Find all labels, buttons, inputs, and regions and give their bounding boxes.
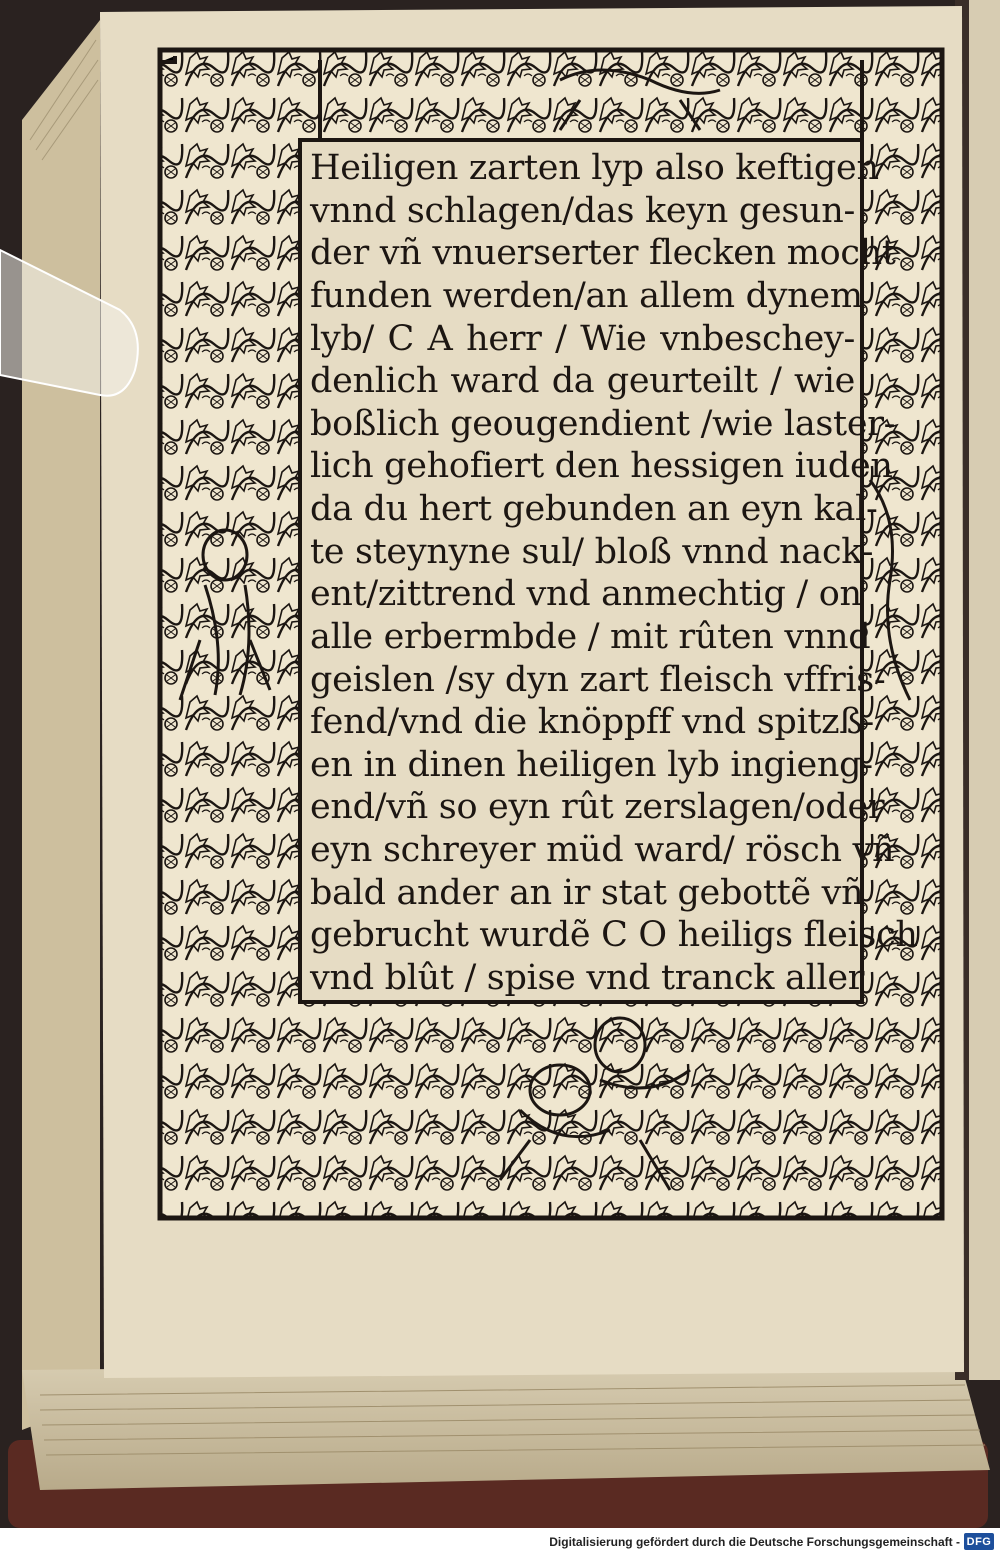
bottom-page-stack xyxy=(22,1360,990,1490)
text-line: geislen /sy dyn zart fleisch vffris- xyxy=(310,659,886,700)
text-line: gebrucht wurdẽ C O heiligs fleisch xyxy=(310,915,918,956)
left-page-stack xyxy=(22,20,100,1430)
funding-credit: Digitalisierung gefördert durch die Deutsche Forschungsgemeinschaft - xyxy=(549,1535,960,1549)
text-line: fend/vnd die knöppff vnd spitzß- xyxy=(310,702,874,743)
text-line: funden werden/an allem dynem xyxy=(310,275,863,316)
dfg-logo[interactable]: DFG xyxy=(964,1533,994,1550)
text-line: eyn schreyer müd ward/ rösch vñ xyxy=(310,830,895,870)
text-line: lyb/ C A herr / Wie vnbeschey- xyxy=(310,318,855,359)
text-line: der vñ vnuerserter flecken mocht xyxy=(310,233,896,274)
text-line: bald ander an ir stat gebottẽ vñ xyxy=(310,872,864,913)
text-line: denlich ward da geurteilt / wie xyxy=(310,361,855,402)
text-line: te steynyne sul/ bloß vnnd nack- xyxy=(310,531,874,572)
text-line: boßlich geougendient /wie laster- xyxy=(310,403,896,444)
text-line: alle erbermbde / mit rûten vnnd xyxy=(310,616,871,657)
text-line: Heiligen zarten lyp also keftigen xyxy=(310,148,879,188)
text-line: ent/zittrend vnd anmechtig / on xyxy=(310,574,862,615)
text-line: en in dinen heiligen lyb ingieng- xyxy=(310,744,873,785)
text-line: vnnd schlagen/das keyn gesun- xyxy=(310,190,856,231)
text-block xyxy=(310,148,918,998)
text-line: lich gehofiert den hessigen iuden xyxy=(310,446,893,487)
text-line: end/vñ so eyn rût zerslagen/oder xyxy=(310,787,885,828)
text-line: da du hert gebunden an eyn kal- xyxy=(310,489,878,529)
text-line: vnd blût / spise vnd tranck aller xyxy=(310,957,865,998)
